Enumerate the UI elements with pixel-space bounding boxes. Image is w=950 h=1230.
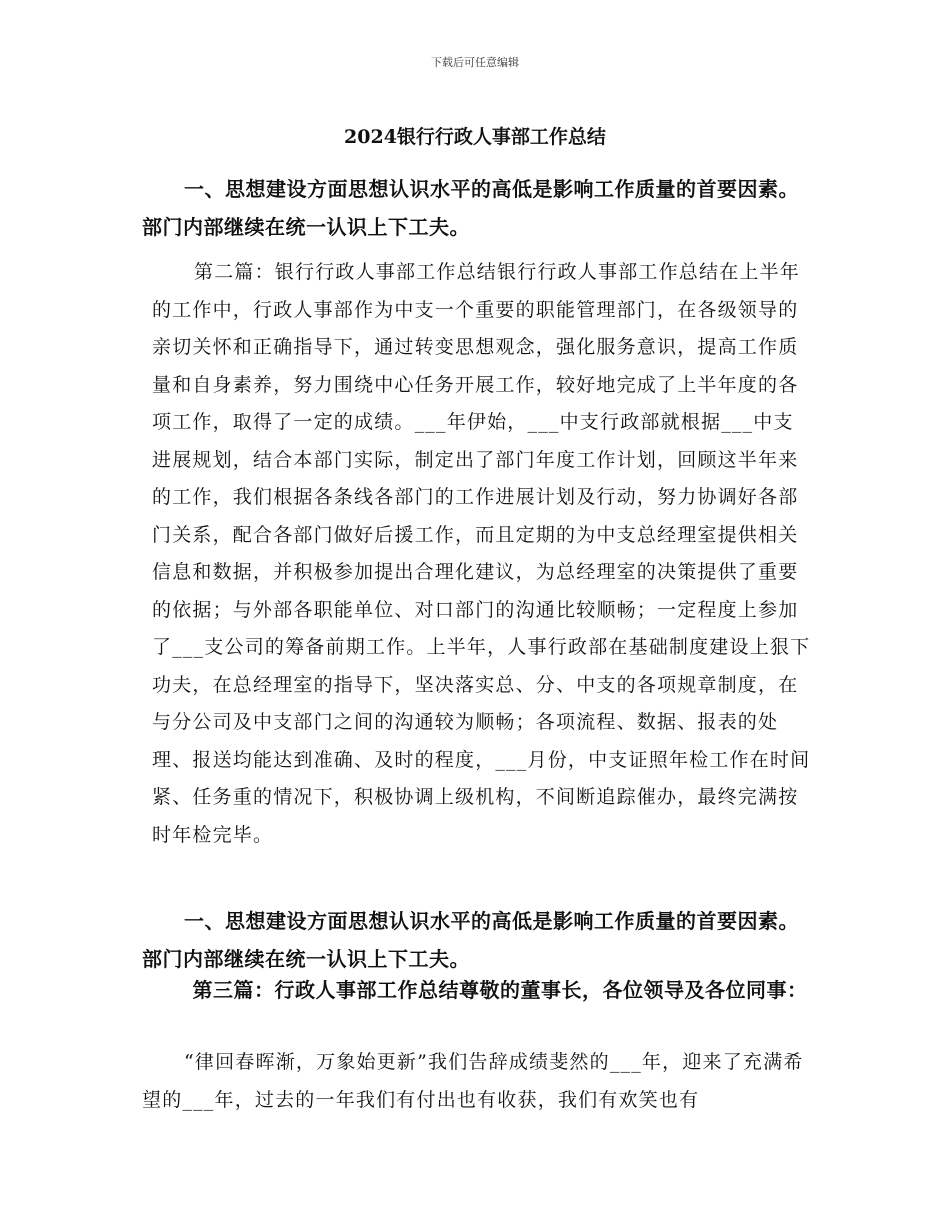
body-paragraph-3: “律回春晖渐，万象始更新”我们告辞成绩斐然的___年，迎来了充满希望的___年，过去的一年我们有付出也有收获，我们有欢笑也有 [142,1051,804,1111]
header-note: 下载后可任意编辑 [431,56,519,69]
section-heading-3: 第三篇：行政人事部工作总结尊敬的董事长，各位领导及各位同事： [192,978,808,1002]
body-paragraph-2: 第二篇：银行行政人事部工作总结银行行政人事部工作总结在上半年的工作中，行政人事部作为中支一个重要的职能管理部门，在各级领导的亲切关怀和正确指导下，通过转变思想观念，强化服务意识，提高工作质量和自身素养，努力围绕中心任务开展工作，较好地完成了上半年度的各项工作，取得了一定的成绩。___年伊始，___中支行政部就根据___中支进展规划，结合本部门实际，制定出了部门年度工作计划，回顾这半年来的工作，我们根据各条线各部门的工作进展计划及行动，努力协调好各部门关系，配合各部门做好后援工作，而且定期的为中支总经理室提供相关信息和数据，并积极参加提出合理化建议，为总经理室的决策提供了重要的依据；与外部各职能单位、对口部门的沟通比较顺畅；一定程度上参加了___支公司的筹备前期工作。上半年，人事行政部在基础制度建设上狠下功夫，在总经理室的指导下，坚决落实总、分、中支的各项规章制度，在与分公司及中支部门之间的沟通较为顺畅；各项流程、数据、报表的处理、报送均能达到准确、及时的程度，___月份，中支证照年检工作在时间紧、任务重的情况下，积极协调上级机构，不间断追踪催办，最终完满按时年检完毕。 [152,261,811,846]
section-heading-2: 一、思想建设方面思想认识水平的高低是影响工作质量的首要因素。部门内部继续在统一认识上下工夫。 [142,909,799,971]
section-heading-1: 一、思想建设方面思想认识水平的高低是影响工作质量的首要因素。部门内部继续在统一认识上下工夫。 [142,177,799,239]
document-title: 2024银行行政人事部工作总结 [344,126,606,148]
